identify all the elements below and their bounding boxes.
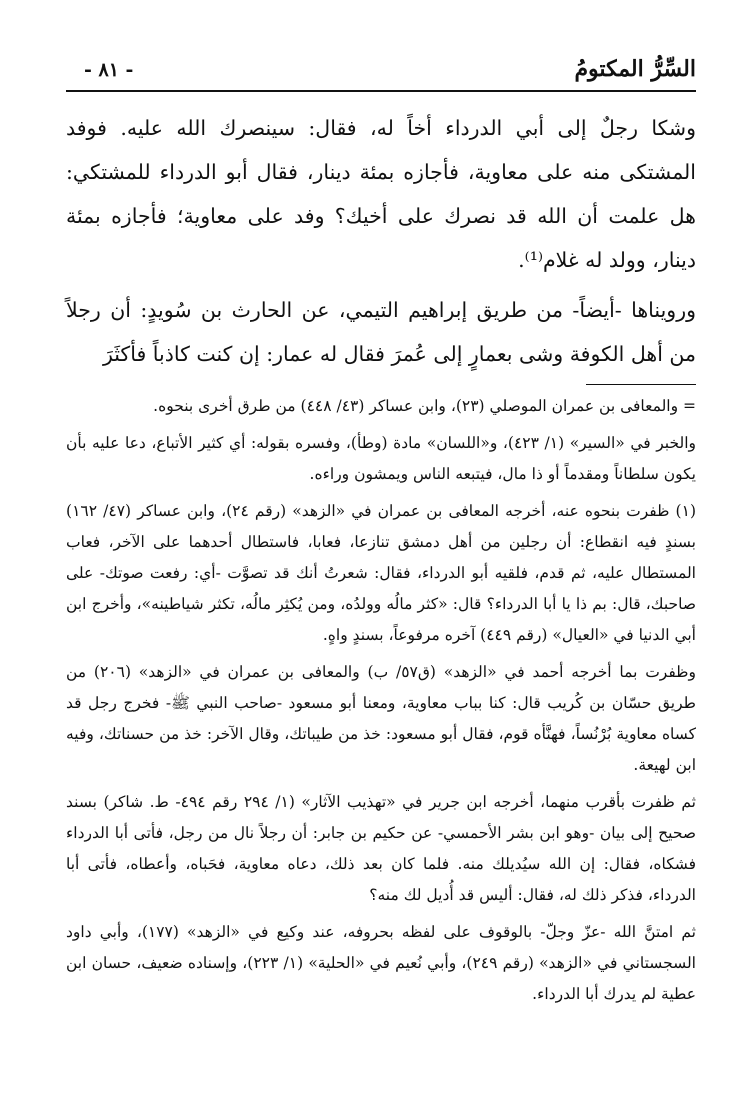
footnote-continuation: = والمعافى بن عمران الموصلي (٢٣)، وابن عساكر (٤٣/ ٤٤٨) من طرق أخرى بنحوه. — [153, 397, 696, 415]
footnote-paragraph: ثم ظفرت بأقرب منهما، أخرجه ابن جرير في «تهذيب الآثار» (١/ ٢٩٤ رقم ٤٩٤- ط. شاكر) بسند صحيح إلى بيان -وهو ابن بشر الأحمسي- عن حكيم بن جابر: أن رجلاً نال من رجل، فأتى أبا الدرداء فشكاه، فقال: إن الله سيُديلك منه. فلما كان بعد ذلك، دعاه معاوية، فحَباه، وأعطاه، فأتى أبا الدرداء، فذكر ذلك له، فقال: أليس قد أُديل لك منه؟ — [66, 793, 696, 904]
running-title: السِّرُّ المكتومُ — [574, 56, 696, 82]
running-header — [66, 52, 696, 92]
book-page — [66, 52, 696, 1016]
footnote-1: (١) ظفرت بنحوه عنه، أخرجه المعافى بن عمران في «الزهد» (رقم ٢٤)، وابن عساكر (٤٧/ ١٦٢) بسندٍ فيه انقطاع: أن رجلين من أهل دمشق تنازعا، فعابا، فاستطال أحدهما على الآخر، فعاب المستطال عليه، ثم قدم، فلقيه أبو الدرداء، فقال: شعرتُ أنك قد تصوَّت -أي: رفعت صوتك- على صاحبك، قال: بم ذا يا أبا الدرداء؟ قال: «كثر مالُه وولدُه، ومن يُكثِر مالُه، تكثر شياطينه»، وأخرج ابن أبي الدنيا في «العيال» (رقم ٤٤٩) آخره مرفوعاً، بسندٍ واهٍ. — [66, 502, 696, 644]
main-paragraph: وشكا رجلٌ إلى أبي الدرداء أخاً له، فقال: سينصرك الله عليه. فوفد المشتكى منه على معاوية، فأجازه بمئة دينار، فقال أبو الدرداء للمشتكي: هل علمت أن الله قد نصرك على أخيك؟ وفد على معاوية؛ فأجازه بمئة دينار، وولد له غلام⁽¹⁾. — [66, 116, 696, 272]
main-text — [66, 106, 696, 376]
main-paragraph: ورويناها -أيضاً- من طريق إبراهيم التيمي، عن الحارث بن سُويدٍ: أن رجلاً من أهل الكوفة وشى بعمارٍ إلى عُمرَ فقال له عمار: إن كنت كاذباً فأكثَرَ — [66, 298, 696, 366]
header-rule — [66, 90, 696, 92]
footnote-paragraph: ثم امتنَّ الله -عزّ وجلّ- بالوقوف على لفظه بحروفه، عند وكيع في «الزهد» (١٧٧)، وأبي داود السجستاني في «الزهد» (رقم ٢٤٩)، وأبي نُعيم في «الحلية» (١/ ٢٢٣)، وإسناده ضعيف، حسان ابن عطية لم يدرك أبا الدرداء. — [66, 923, 696, 1003]
footnote-paragraph: والخبر في «السير» (١/ ٤٢٣)، و«اللسان» مادة (وطأ)، وفسره بقوله: أي كثير الأتباع، دعا عليه بأن يكون سلطاناً ومقدماً أو ذا مال، فيتبعه الناس ويمشون وراءه. — [66, 434, 696, 483]
page-number: - ٨١ - — [84, 59, 134, 81]
footnote-paragraph: وظفرت بما أخرجه أحمد في «الزهد» (ق٥٧/ ب) والمعافى بن عمران في «الزهد» (٢٠٦) من طريق حسّان بن كُريب قال: كنا بباب معاوية، ومعنا أبو مسعود -صاحب النبي ﷺ- فخرج رجل قد كساه معاوية بُرْنُساً، فهنَّأه قوم، فقال أبو مسعود: خذ من طيباتك، وقال الآخر: خذ من حسناتك، وفيه ابن لهيعة. — [66, 663, 697, 774]
footnotes — [66, 391, 696, 1010]
footnote-separator — [586, 384, 696, 385]
